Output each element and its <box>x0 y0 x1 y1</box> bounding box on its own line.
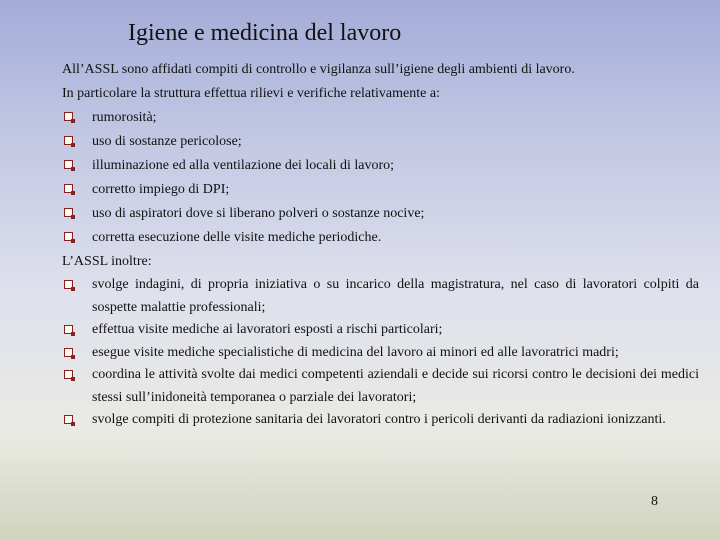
checkbox-bullet-icon <box>64 370 73 379</box>
list-item <box>62 130 699 154</box>
list-item-text: corretta esecuzione delle visite mediche periodiche. <box>92 230 382 245</box>
list-item-text: uso di aspiratori dove si liberano polveri o sostanze nocive; <box>92 206 425 221</box>
list-item-text: coordina le attività svolte dai medici competenti aziendali e decide sui ricorsi contro le decisioni dei medici stessi sull’inidoneità temporanea o parziale dei lavoratori; <box>92 367 699 405</box>
list-item-text: illuminazione ed alla ventilazione dei locali di lavoro; <box>92 158 395 173</box>
checkbox-bullet-icon <box>64 415 73 424</box>
intro-line-2: In particolare la struttura effettua rilievi e verifiche relativamente a: <box>62 86 440 101</box>
list-item-text: uso di sostanze pericolose; <box>92 134 242 149</box>
list-item <box>62 154 699 178</box>
checkbox-bullet-icon <box>64 280 73 289</box>
list-item <box>62 342 699 365</box>
also-list <box>62 274 699 432</box>
slide-body <box>62 58 699 432</box>
list-item <box>62 409 699 432</box>
list-item-text: svolge indagini, di propria iniziativa o su incarico della magistratura, nel caso di lavoratori colpiti da sospette malattie professionali; <box>92 277 699 315</box>
list-item <box>62 319 699 342</box>
checkbox-bullet-icon <box>64 184 73 193</box>
list-item <box>62 364 699 409</box>
also-label: L’ASSL inoltre: <box>62 254 152 269</box>
list-item <box>62 202 699 226</box>
checkbox-bullet-icon <box>64 348 73 357</box>
checkbox-bullet-icon <box>64 208 73 217</box>
page-number: 8 <box>651 494 658 509</box>
list-item <box>62 178 699 202</box>
checkbox-bullet-icon <box>64 232 73 241</box>
list-item-text: esegue visite mediche specialistiche di medicina del lavoro ai minori ed alle lavoratrici madri; <box>92 344 619 360</box>
checkbox-bullet-icon <box>64 112 73 121</box>
list-item <box>62 226 699 250</box>
checkbox-bullet-icon <box>64 160 73 169</box>
list-item <box>62 274 699 319</box>
intro-line-1: All’ASSL sono affidati compiti di controllo e vigilanza sull’igiene degli ambienti di lavoro. <box>62 62 575 77</box>
list-item <box>62 106 699 130</box>
list-item-text: rumorosità; <box>92 110 157 125</box>
slide-title: Igiene e medicina del lavoro <box>128 20 402 46</box>
checks-list <box>62 106 699 250</box>
list-item-text: corretto impiego di DPI; <box>92 182 230 197</box>
list-item-text: svolge compiti di protezione sanitaria dei lavoratori contro i pericoli derivanti da radiazioni ionizzanti. <box>92 412 666 427</box>
checkbox-bullet-icon <box>64 325 73 334</box>
list-item-text: effettua visite mediche ai lavoratori esposti a rischi particolari; <box>92 322 443 337</box>
checkbox-bullet-icon <box>64 136 73 145</box>
